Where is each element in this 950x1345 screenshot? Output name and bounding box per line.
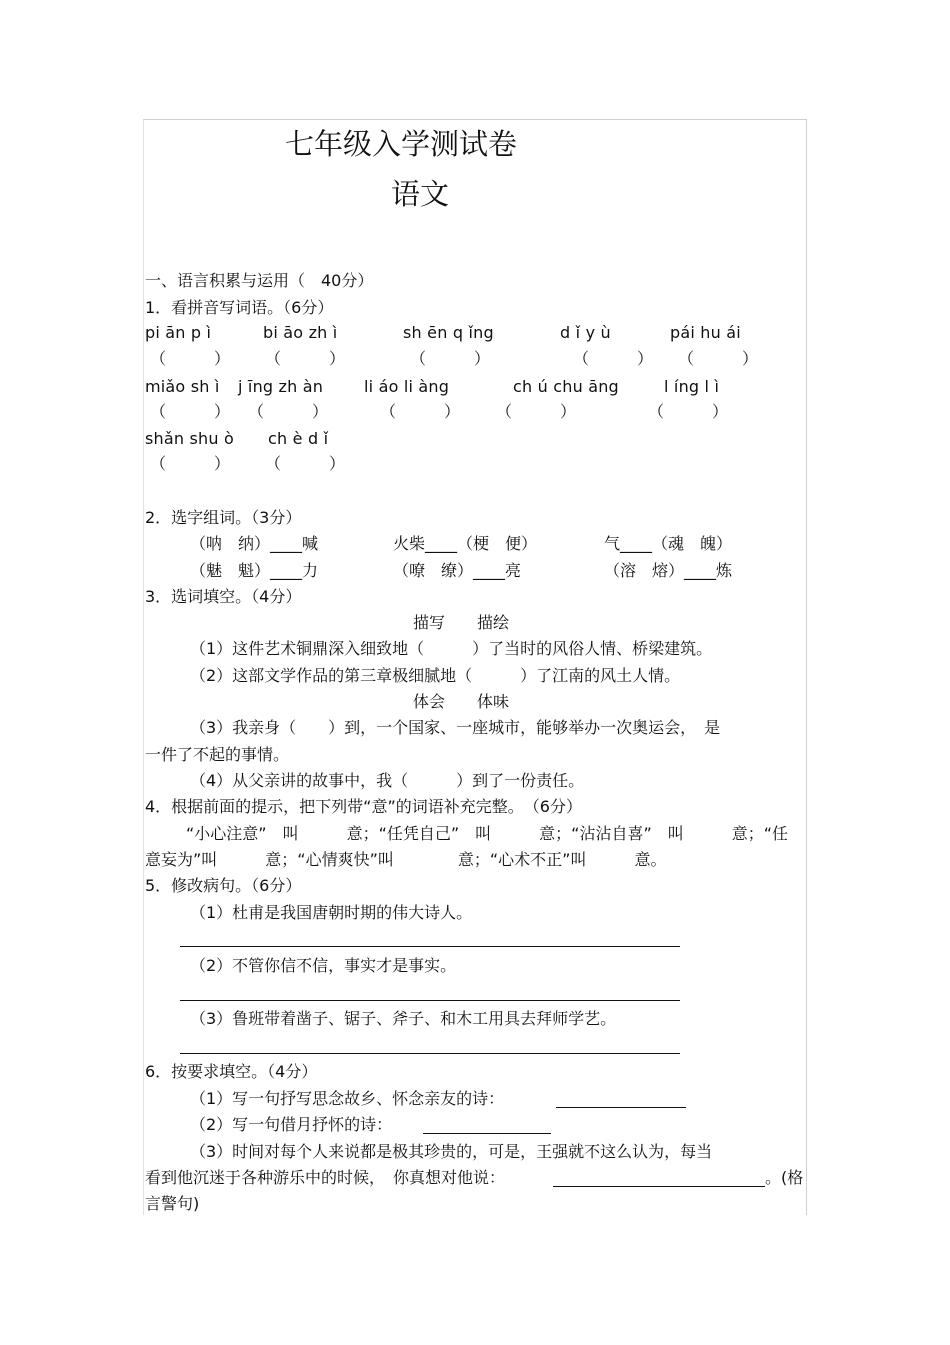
pinyin-item: sh ēn q ǐng <box>403 323 494 342</box>
answer-blank[interactable]: （ ） <box>248 402 329 421</box>
answer-line[interactable] <box>180 1000 680 1001</box>
section-heading: 一、语言积累与运用（ 40分） <box>145 271 374 290</box>
q5-sentence: （3）鲁班带着凿子、锯子、斧子、和木工用具去拜师学艺。 <box>190 1009 617 1028</box>
pinyin-item: pi ān p ì <box>145 323 212 342</box>
subject-title: 语文 <box>391 177 450 211</box>
pinyin-item: d ǐ y ù <box>560 323 611 342</box>
answer-blank[interactable]: （ ） <box>573 349 654 368</box>
q4-line: “小心注意” 叫 意；“任凭自己” 叫 意；“沾沾自喜” 叫 意；“任 <box>186 824 789 843</box>
q6-suffix: 。(格 <box>765 1168 804 1187</box>
answer-blank[interactable]: （ ） <box>496 402 577 421</box>
q6-prompt-cont: 看到他沉迷于各种游乐中的时候， 你真想对他说： <box>145 1168 506 1187</box>
answer-blank[interactable]: （ ） <box>648 402 729 421</box>
q2-label: 2．选字组词。（3分） <box>145 508 302 527</box>
pinyin-item: ch è d ǐ <box>268 429 329 448</box>
answer-blank[interactable]: （ ） <box>150 454 231 473</box>
q1-label: 1．看拼音写词语。（6分） <box>145 298 334 317</box>
answer-line[interactable] <box>553 1186 765 1187</box>
q6-prompt: （1）写一句抒写思念故乡、怀念亲友的诗： <box>190 1089 505 1108</box>
word-options: 描写 描绘 <box>413 613 510 632</box>
choice-item: （魅 魁）____力 <box>190 561 319 580</box>
pinyin-item: pái hu ái <box>670 323 741 342</box>
choice-item: （嘹 缭）____亮 <box>393 561 522 580</box>
q6-label: 6．按要求填空。（4分） <box>145 1062 318 1081</box>
choice-item: （呐 纳）____喊 <box>190 534 319 553</box>
answer-blank[interactable]: （ ） <box>150 349 231 368</box>
answer-blank[interactable]: （ ） <box>380 402 461 421</box>
answer-blank[interactable]: （ ） <box>265 349 346 368</box>
q5-label: 5．修改病句。（6分） <box>145 876 302 895</box>
q5-sentence: （1）杜甫是我国唐朝时期的伟大诗人。 <box>190 903 473 922</box>
q3-sentence: （4）从父亲讲的故事中，我（ ）到了一份责任。 <box>190 771 585 790</box>
q5-sentence: （2）不管你信不信，事实才是事实。 <box>190 956 457 975</box>
choice-item: 气____（魂 魄） <box>604 534 733 553</box>
answer-line[interactable] <box>423 1133 551 1134</box>
answer-line[interactable] <box>180 946 680 947</box>
pinyin-item: bi āo zh ì <box>263 323 338 342</box>
answer-blank[interactable]: （ ） <box>265 454 346 473</box>
pinyin-item: ch ú chu āng <box>513 377 619 396</box>
q4-label: 4．根据前面的提示，把下列带“意”的词语补充完整。 （6分） <box>145 797 582 816</box>
choice-item: （溶 熔）____炼 <box>604 561 733 580</box>
pinyin-item: li áo li àng <box>364 377 450 396</box>
word-options: 体会 体味 <box>413 692 510 711</box>
q6-prompt: （3）时间对每个人来说都是极其珍贵的，可是，王强就不这么认为，每当 <box>190 1142 713 1161</box>
q3-sentence: （1）这件艺术铜鼎深入细致地（ ）了当时的风俗人情、桥梁建筑。 <box>190 639 713 658</box>
q4-line: 意妄为”叫 意；“心情爽快”叫 意；“心术不正”叫 意。 <box>145 850 667 869</box>
q3-sentence: （3）我亲身（ ）到，一个国家、一座城市，能够举办一次奥运会， 是 <box>190 718 721 737</box>
pinyin-item: l íng l ì <box>664 377 720 396</box>
pinyin-item: shǎn shu ò <box>145 429 234 448</box>
q6-prompt-cont: 言警句) <box>145 1194 200 1213</box>
pinyin-item: miǎo sh ì <box>145 377 220 396</box>
q3-sentence-cont: 一件了不起的事情。 <box>145 745 290 764</box>
answer-blank[interactable]: （ ） <box>150 402 231 421</box>
answer-blank[interactable]: （ ） <box>678 349 759 368</box>
choice-item: 火柴____（梗 便） <box>393 534 538 553</box>
page-title: 七年级入学测试卷 <box>285 127 518 161</box>
answer-line[interactable] <box>180 1053 680 1054</box>
answer-line[interactable] <box>556 1107 686 1108</box>
q3-sentence: （2）这部文学作品的第三章极细腻地（ ）了江南的风土人情。 <box>190 666 681 685</box>
pinyin-item: j īng zh àn <box>238 377 324 396</box>
q6-prompt: （2）写一句借月抒怀的诗： <box>190 1115 393 1134</box>
answer-blank[interactable]: （ ） <box>410 349 491 368</box>
q3-label: 3．选词填空。（4分） <box>145 587 302 606</box>
